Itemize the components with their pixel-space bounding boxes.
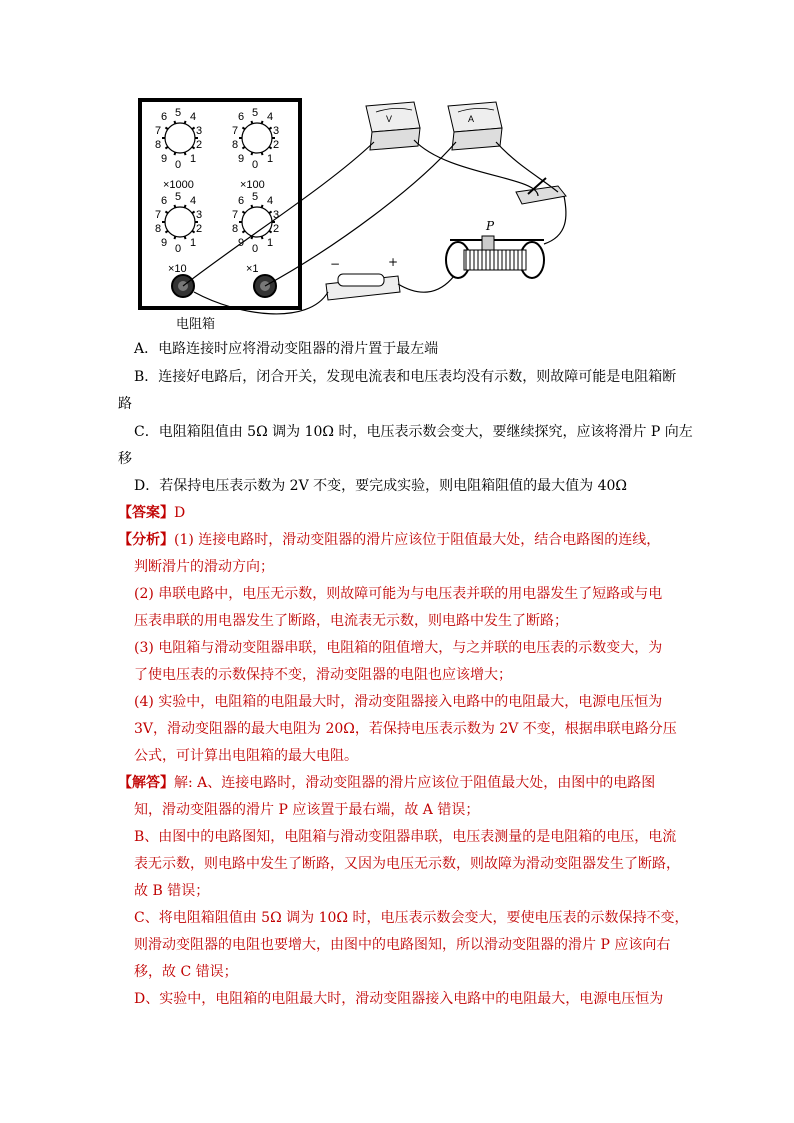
solution-c-line1: C、将电阻箱阻值由 5Ω 调为 10Ω 时，电压表示数会变大，要使电压表的示数保持不变， [134,910,689,926]
answer [118,504,185,522]
solution-a-line2: 知，滑动变阻器的滑片 P 应该置于最右端，故 A 错误； [134,802,480,818]
dial-digit: 2 [196,223,203,235]
slider-label: P [486,219,495,233]
dial-digit: 2 [273,139,280,151]
dial-1 [242,123,272,153]
dial-digit: 6 [238,111,245,123]
battery [326,255,400,300]
battery-positive: + [388,255,399,269]
analysis-tag: 【分析】 [118,532,174,548]
dial-digit: 3 [273,125,280,137]
analysis-p2-line1: (2) 串联电路中，电压无示数，则故障可能为与电压表并联的用电器发生了短路或与电 [134,586,663,602]
rheostat [446,219,544,278]
option-c-line1: C．电阻箱阻值由 5Ω 调为 10Ω 时，电压表示数会变大，要继续探究，应该将滑片 P 向左 [134,424,693,440]
solution-b-line3: 故 B 错误； [134,883,210,899]
dial-digit: 5 [252,107,259,119]
multiplier-1000: ×1000 [163,179,194,191]
dial-digit: 9 [238,237,245,249]
answer-value: D [174,505,186,521]
solution-d-line1: D、实验中，电阻箱的电阻最大时，滑动变阻器接入电路中的电阻最大，电源电压恒为 [134,991,664,1007]
option-d: D．若保持电压表示数为 2V 不变，要完成实验，则电阻箱阻值的最大值为 40Ω [134,478,628,494]
dial-digit: 8 [232,223,239,235]
solution-b-line2: 表无示数，则电路中发生了断路，又因为电压无示数，则故障为滑动变阻器发生了断路， [134,856,680,872]
dial-digit: 7 [155,125,162,137]
solution-c-line3: 移，故 C 错误； [134,964,238,980]
solution-b-line1: B、由图中的电路图知，电阻箱与滑动变阻器串联，电压表测量的是电阻箱的电压，电流 [134,829,677,845]
battery-negative: − [330,257,341,271]
dial-digit: 1 [190,153,197,165]
option-c-line2: 移 [118,451,132,467]
dial-digit: 1 [190,237,197,249]
dial-digit: 0 [175,243,182,255]
switch [516,178,566,204]
dial-digit: 7 [232,125,239,137]
analysis-p1-line1: 【分析】(1) 连接电路时，滑动变阻器的滑片应该位于阻值最大处，结合电路图的连线， [118,532,661,548]
dial-digit: 7 [155,209,162,221]
dial-digit: 0 [252,243,259,255]
dial-digit: 5 [175,107,182,119]
dial-digit: 5 [175,191,182,203]
dial-digit: 3 [273,209,280,221]
answer-tag: 【答案】 [118,505,174,521]
analysis-p4-line2: 3V，滑动变阻器的最大电阻为 20Ω，若保持电压表示数为 2V 不变，根据串联电路分压 [134,721,677,737]
dial-digit: 8 [232,139,239,151]
dial-digit: 8 [155,139,162,151]
solution-tag: 【解答】 [118,775,174,791]
circuit-diagram [118,96,678,336]
resistance-box-label: 电阻箱 [176,317,216,332]
dial-digit: 4 [267,111,274,123]
dial-digit: 1 [267,237,274,249]
dial-digit: 6 [238,195,245,207]
dial-digit: 5 [252,191,259,203]
multiplier-100: ×100 [240,179,265,191]
dial-digit: 9 [161,237,168,249]
dial-digit: 2 [273,223,280,235]
dial-digit: 6 [161,195,168,207]
dial-digit: 4 [190,195,197,207]
analysis-p3-line2: 了使电压表的示数保持不变，滑动变阻器的电阻也应该增大； [134,667,512,683]
voltmeter [366,102,420,150]
analysis-p4-line1: (4) 实验中，电阻箱的电阻最大时，滑动变阻器接入电路中的电阻最大，电源电压恒为 [134,694,663,710]
multiplier-1: ×1 [246,263,259,275]
analysis-p1-line2: 判断滑片的滑动方向； [134,559,274,575]
dial-digit: 1 [267,153,274,165]
dial-digit: 3 [196,209,203,221]
dial-digit: 2 [196,139,203,151]
ammeter-label: A [468,114,475,124]
analysis-p3-line1: (3) 电阻箱与滑动变阻器串联，电阻箱的阻值增大，与之并联的电压表的示数变大，为 [134,640,663,656]
dial-digit: 0 [175,159,182,171]
option-a: A．电路连接时应将滑动变阻器的滑片置于最左端 [134,341,439,357]
dial-digit: 9 [238,153,245,165]
solution-c-line2: 则滑动变阻器的电阻也要增大，由图中的电路图知，所以滑动变阻器的滑片 P 应该向右 [134,937,671,953]
option-b-line1: B．连接好电路后，闭合开关，发现电流表和电压表均没有示数，则故障可能是电阻箱断 [134,369,677,385]
option-b-line2: 路 [118,396,132,412]
dial-digit: 4 [190,111,197,123]
dial-digit: 7 [232,209,239,221]
dial-digit: 0 [252,159,259,171]
voltmeter-label: V [386,114,393,124]
dial-digit: 9 [161,153,168,165]
dial-digit: 3 [196,125,203,137]
analysis-p2-line2: 压表串联的用电器发生了断路，电流表无示数，则电路中发生了断路； [134,613,568,629]
dial-0 [165,123,195,153]
slider [482,236,494,250]
dial-digit: 6 [161,111,168,123]
dial-digit: 8 [155,223,162,235]
analysis-p4-line3: 公式，可计算出电阻箱的最大电阻。 [134,748,358,764]
dial-digit: 4 [267,195,274,207]
dial-2 [165,207,195,237]
multiplier-10: ×10 [168,263,187,275]
solution-a-line1: 【解答】解: A、连接电路时，滑动变阻器的滑片应该位于阻值最大处，由图中的电路图 [118,775,656,791]
